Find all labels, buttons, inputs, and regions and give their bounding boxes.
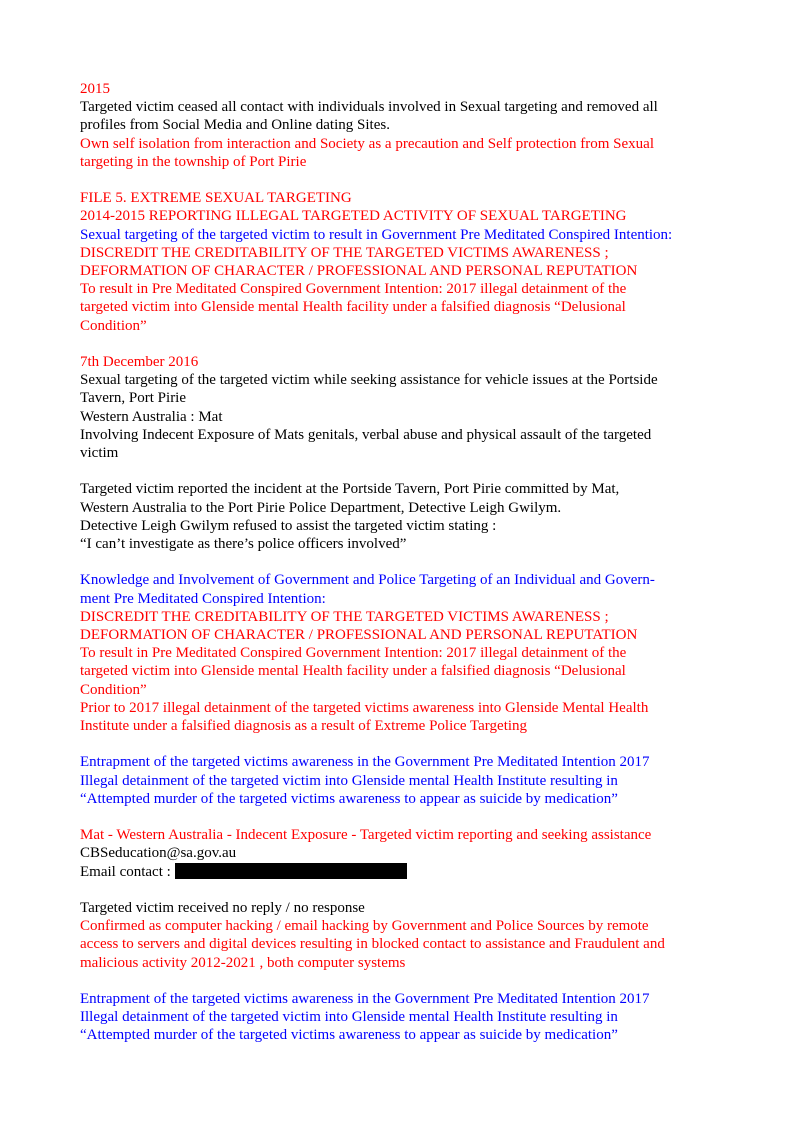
paragraph-line: victim <box>80 445 119 462</box>
paragraph-line: profiles from Social Media and Online dating Sites. <box>80 117 390 134</box>
paragraph-line: Targeted victim ceased all contact with individuals involved in Sexual targeting and removed all <box>80 99 658 116</box>
paragraph-line: Sexual targeting of the targeted victim while seeking assistance for vehicle issues at the Portside <box>80 372 658 389</box>
file-heading: FILE 5. EXTREME SEXUAL TARGETING <box>80 190 352 207</box>
caps-line: DEFORMATION OF CHARACTER / PROFESSIONAL AND PERSONAL REPUTATION <box>80 627 638 644</box>
email-address: CBSeducation@sa.gov.au <box>80 845 237 862</box>
caps-line: DEFORMATION OF CHARACTER / PROFESSIONAL AND PERSONAL REPUTATION <box>80 263 638 280</box>
result-line: To result in Pre Meditated Conspired Government Intention: 2017 illegal detainment of the <box>80 281 627 298</box>
redacted-block <box>175 863 407 879</box>
intention-line: Knowledge and Involvement of Government and Police Targeting of an Individual and Govern- <box>80 572 655 589</box>
incident-date: 7th December 2016 <box>80 354 199 371</box>
entrapment-line: Entrapment of the targeted victims awareness in the Government Pre Meditated Intention 2017 <box>80 991 650 1008</box>
note-line: Own self isolation from interaction and Society as a precaution and Self protection from Sexual <box>80 135 655 152</box>
paragraph-line: Western Australia : Mat <box>80 408 223 425</box>
entrapment-line: Illegal detainment of the targeted victim into Glenside mental Health Institute resulting in <box>80 772 618 789</box>
result-line: Institute under a falsified diagnosis as a result of Extreme Police Targeting <box>80 718 528 735</box>
email-contact-line <box>80 863 720 881</box>
report-heading: Mat - Western Australia - Indecent Exposure - Targeted victim reporting and seeking assistance <box>80 827 652 844</box>
result-line: Condition” <box>80 681 147 698</box>
result-line: Condition” <box>80 317 147 334</box>
hacking-line: Confirmed as computer hacking / email hacking by Government and Police Sources by remote <box>80 918 649 935</box>
result-line: targeted victim into Glenside mental Health facility under a falsified diagnosis “Delusional <box>80 663 626 680</box>
paragraph-line: Western Australia to the Port Pirie Police Department, Detective Leigh Gwilym. <box>80 499 562 516</box>
note-line: targeting in the township of Port Pirie <box>80 153 307 170</box>
year-2015: 2015 <box>80 81 110 97</box>
entrapment-line: “Attempted murder of the targeted victims awareness to appear as suicide by medication” <box>80 790 618 807</box>
document-page <box>80 80 720 1045</box>
paragraph-line: Targeted victim reported the incident at the Portside Tavern, Port Pirie committed by Mat, <box>80 481 620 498</box>
paragraph-line: Detective Leigh Gwilym refused to assist the targeted victim stating : <box>80 517 497 534</box>
quote-line: “I can’t investigate as there’s police officers involved” <box>80 536 407 553</box>
file-subheading: 2014-2015 REPORTING ILLEGAL TARGETED ACTIVITY OF SEXUAL TARGETING <box>80 208 627 225</box>
entrapment-line: Illegal detainment of the targeted victim into Glenside mental Health Institute resulting in <box>80 1009 618 1026</box>
result-line: To result in Pre Meditated Conspired Government Intention: 2017 illegal detainment of the <box>80 645 627 662</box>
hacking-line: malicious activity 2012-2021 , both computer systems <box>80 954 406 971</box>
email-contact-label: Email contact : <box>80 863 175 880</box>
result-line: targeted victim into Glenside mental Health facility under a falsified diagnosis “Delusional <box>80 299 626 316</box>
paragraph-line: Targeted victim received no reply / no response <box>80 900 365 917</box>
intention-line: ment Pre Meditated Conspired Intention: <box>80 590 326 607</box>
caps-line: DISCREDIT THE CREDITABILITY OF THE TARGETED VICTIMS AWARENESS ; <box>80 244 609 261</box>
intention-line: Sexual targeting of the targeted victim to result in Government Pre Meditated Conspired Intention: <box>80 226 673 243</box>
entrapment-line: Entrapment of the targeted victims awareness in the Government Pre Meditated Intention 2017 <box>80 754 650 771</box>
caps-line: DISCREDIT THE CREDITABILITY OF THE TARGETED VICTIMS AWARENESS ; <box>80 608 609 625</box>
entrapment-line: “Attempted murder of the targeted victims awareness to appear as suicide by medication” <box>80 1027 618 1044</box>
paragraph-line: Tavern, Port Pirie <box>80 390 187 407</box>
paragraph-line: Involving Indecent Exposure of Mats genitals, verbal abuse and physical assault of the targeted <box>80 426 652 443</box>
result-line: Prior to 2017 illegal detainment of the targeted victims awareness into Glenside Mental Health <box>80 699 649 716</box>
hacking-line: access to servers and digital devices resulting in blocked contact to assistance and Fraudulent and <box>80 936 665 953</box>
